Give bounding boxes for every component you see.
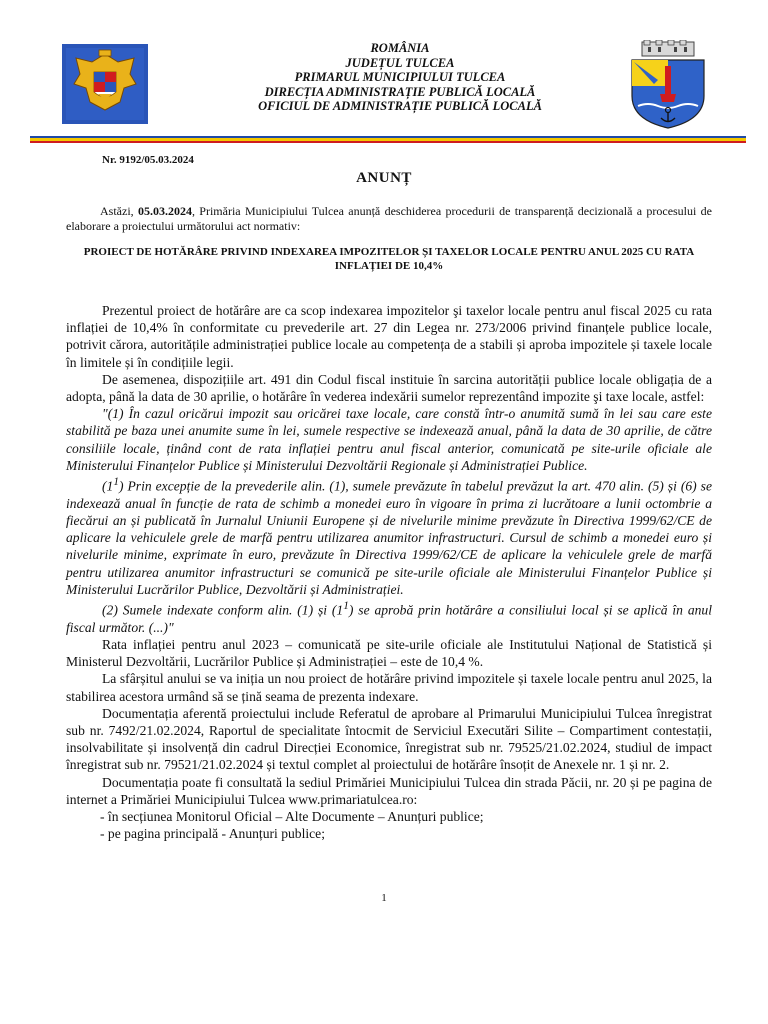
- header-line-country: ROMÂNIA: [370, 41, 430, 55]
- intro-lead: Astăzi,: [100, 204, 138, 218]
- body-paragraph-legal-basis: De asemenea, dispozițiile art. 491 din Codul fiscal instituie în sarcina autorității publice locale obligația de a adopta, până la data de 30 aprilie, o hotărâre în vederea indexării sumelor reprezentând impozite şi taxe locale, astfel:: [66, 371, 712, 405]
- quote-alin-1-1-text: ) Prin excepție de la prevederile alin. (1), sumele prevăzute în tabelul prevăzut la art. 470 alin. (5) și (6) se indexează anual în funcție de rata de schimb a monedei euro în vigoare în prima zi lucrătoare a lunii octombrie a fiecărui an și publicată în Jurnalul Uniunii Europene și de nivelurile minime prevăzute în Directiva 1999/62/CE de aplicare la vehiculele grele de marfă pentru utilizarea anumitor infrastructuri. Cursul de schimb a monedei euro și nivelurile minime, exprimate în euro, prevăzute în Directiva 1999/62/CE de aplicare la vehiculele grele de marfă pentru utilizarea anumitor infrastructuri se comunică pe site-urile oficiale ale Ministerului Finanțelor Publice și Ministerului Lucrărilor Publice, Dezvoltării și Administrației.: [66, 478, 712, 597]
- tulcea-coat-of-arms-icon: [628, 40, 708, 130]
- body-paragraph-consultation: Documentația poate fi consultată la sediul Primăriei Municipiului Tulcea din strada Păcii, nr. 20 și pe pagina de internet a Primăriei Municipiului Tulcea www.primariatulcea.ro:: [66, 774, 712, 807]
- quote-alin-2-sup: 1: [343, 599, 349, 612]
- body-paragraph-documentation: Documentația aferentă proiectului include Referatul de aprobare al Primarului Municipiului Tulcea înregistrat sub nr. 7492/21.02.2024, Raportul de specialitate întocmit de Serviciul Executări Silite – Compartiment contestații, insolvabilitate și insolvență din cadrul Direcției Economice, înregistrat sub nr. 79525/21.02.2024, studiul de impact înregistrat sub nr. 79521/21.02.2024 și textul complet al proiectului de hotărâre însoțit de Anexele nr. 1 și nr. 2.: [66, 705, 712, 773]
- header-line-office: OFICIUL DE ADMINISTRAȚIE PUBLICĂ LOCALĂ: [258, 99, 542, 114]
- quote-alin-2-text-a: (2) Sumele indexate conform alin. (1) și (1: [102, 602, 344, 618]
- body-paragraph-inflation-rate: Rata inflației pentru anul 2023 – comunicată pe site-urile oficiale ale Institutului Național de Statistică și Ministerul Dezvoltării, Lucrărilor Publice și Administrației – este de 10,4 %.: [66, 636, 712, 670]
- page-number: 1: [381, 892, 387, 904]
- header-line-directorate: DIRECȚIA ADMINISTRAȚIE PUBLICĂ LOCALĂ: [264, 84, 536, 99]
- list-item-homepage: - pe pagina principală - Anunțuri publice;: [100, 826, 325, 842]
- header-line-county: JUDEȚUL TULCEA: [345, 55, 455, 70]
- header-line-mayor: PRIMARUL MUNICIPIULUI TULCEA: [294, 70, 506, 85]
- quote-alin-2-text-b: ) se aprobă prin hotărâre a consiliului local și se aplică în anul fiscal următor. (...)": [66, 602, 712, 635]
- draft-decision-subject: PROIECT DE HOTĂRÂRE PRIVIND INDEXAREA IMPOZITELOR ȘI TAXELOR LOCALE PENTRU ANUL 2025 CU RATA INFLAȚIEI DE 10,4%: [83, 246, 695, 272]
- list-item-monitor-oficial: - în secțiunea Monitorul Oficial – Alte Documente – Anunțuri publice;: [100, 808, 484, 824]
- tricolor-divider: [30, 136, 746, 144]
- quoted-article-alin-1-1: [66, 474, 712, 598]
- intro-text: , Primăria Municipiului Tulcea anunță deschiderea procedurii de transparență decizională a procesului de elaborare a proiectului următorului act normativ:: [66, 204, 713, 233]
- registration-number: Nr. 9192/05.03.2024: [102, 154, 194, 166]
- intro-date: 05.03.2024: [137, 204, 192, 218]
- document-title: ANUNȚ: [356, 170, 412, 186]
- quoted-article-alin-2: [66, 598, 712, 636]
- quote-alin-1-1-label: (1: [102, 478, 114, 494]
- issuer-header: [170, 41, 630, 114]
- intro-paragraph: [66, 204, 712, 233]
- quoted-article-alin-1: "(1) În cazul oricărui impozit sau oricărei taxe locale, care constă într-o anumită sumă în lei sau care este stabilită pe baza unei anumite sume în lei, sumele respective se indexează anual, până la data de 30 aprilie, de către consiliile locale, ținând cont de rata inflației pentru anul fiscal anterior, comunicată pe site-urile oficiale ale Ministerului Finanțelor Publice și Ministerului Dezvoltării Regionale și Administrației Publice.: [66, 406, 712, 473]
- document-body: [66, 302, 712, 842]
- body-paragraph-purpose: Prezentul proiect de hotărâre are ca scop indexarea impozitelor şi taxelor locale pentru anul fiscal 2025 cu rata inflației de 10,4% în conformitate cu prevederile art. 27 din Legea nr. 273/2006 privind finanțele publice locale, potrivit cărora, autoritățile administrației publice locale au competența de a stabili și aproba impozitele și taxele locale în limitele și în condițiile legii.: [66, 303, 712, 370]
- tricolor-red-stripe: [30, 141, 746, 143]
- romania-coat-of-arms-icon: [62, 44, 148, 124]
- body-paragraph-next-project: La sfârșitul anului se va iniția un nou proiect de hotărâre privind impozitele și taxele locale pentru anul 2025, la stabilirea acestora urmând să se țină seama de prezenta indexare.: [66, 671, 712, 704]
- quote-alin-1-1-sup: 1: [113, 476, 119, 489]
